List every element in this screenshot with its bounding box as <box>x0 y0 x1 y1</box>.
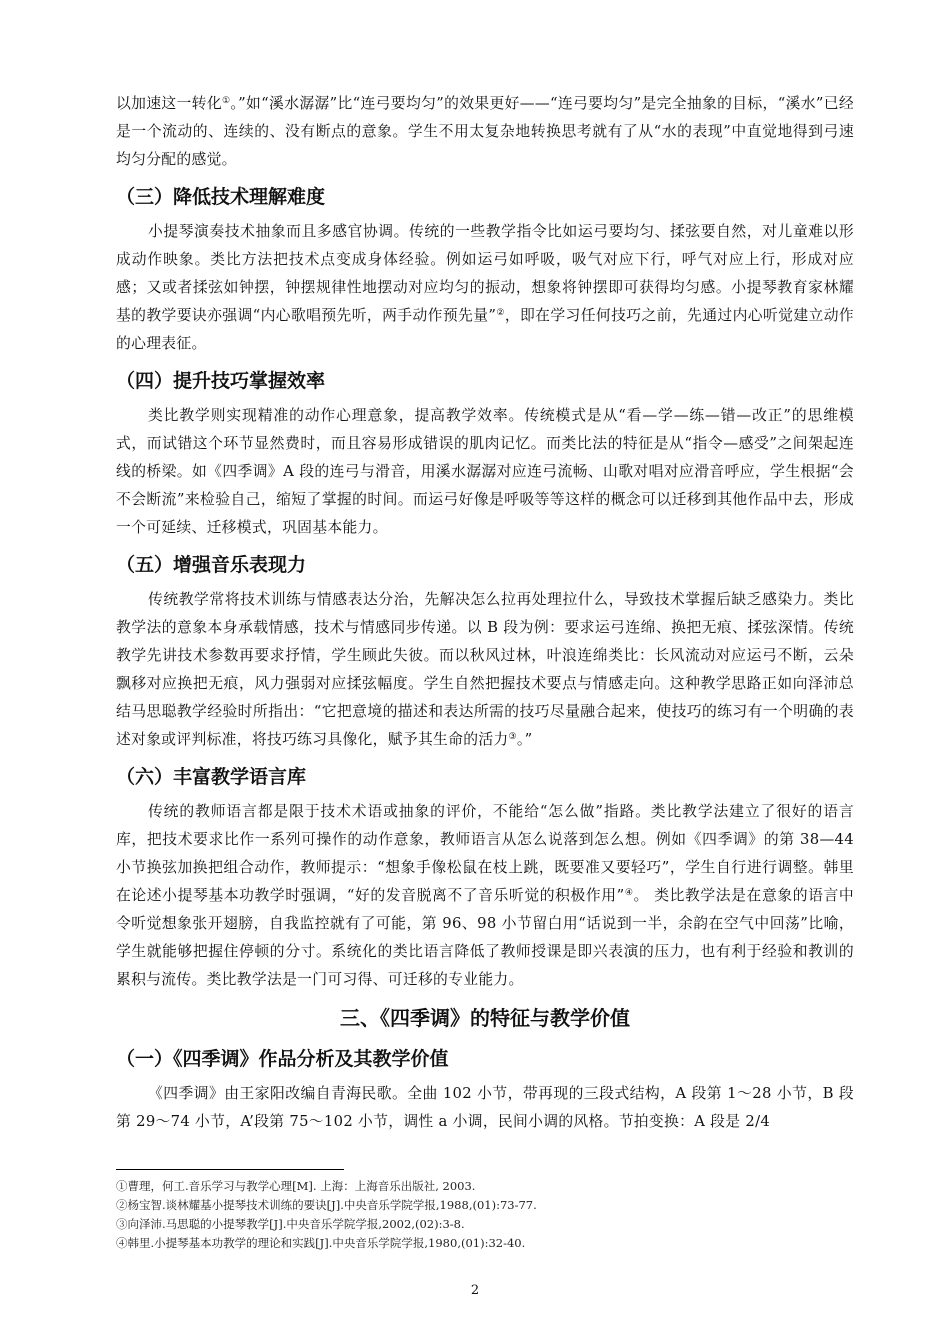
text-run: 以加速这一转化 <box>116 95 222 112</box>
paragraph-intro <box>116 90 854 174</box>
footnote-item: ④韩里.小提琴基本功教学的理论和实践[J].中央音乐学院学报,1980,(01):32-40. <box>116 1236 526 1250</box>
page-number: 2 <box>470 1283 480 1298</box>
footnote-ref[interactable]: ② <box>496 308 505 318</box>
section-heading-5: （五）增强音乐表现力 <box>116 554 307 576</box>
section-heading-6: （六）丰富教学语言库 <box>116 766 307 788</box>
text-run: 。” <box>516 731 533 748</box>
footnote-item: ①曹理，何工.音乐学习与教学心理[M]. 上海：上海音乐出版社, 2003. <box>116 1179 476 1193</box>
footnote-item: ②杨宝智.谈林耀基小提琴技术训练的要诀[J].中央音乐学院学报,1988,(01):73-77. <box>116 1198 537 1212</box>
text-run: 。”如“溪水潺潺”比“连弓要均匀”的效果更好——“连弓要均匀”是完全抽象的目标，“溪水”已经是一个流动的、连续的、没有断点的意象。学生不用太复杂地转换思考就有了从“水的表现”中直觉地得到弓速均匀分配的感觉。 <box>116 95 855 168</box>
text-run: ，即在学习任何技巧之前，先通过内心听觉建立动作的心理表征。 <box>116 307 854 352</box>
section-heading-3: （三）降低技术理解难度 <box>116 186 326 208</box>
main-text <box>116 90 854 1136</box>
footnote-item: ③向泽沛.马思聪的小提琴教学[J].中央音乐学院学报,2002,(02):3-8. <box>116 1217 465 1231</box>
footnote-ref[interactable]: ③ <box>508 732 517 742</box>
footnote-ref[interactable]: ① <box>221 96 231 106</box>
paragraph-3 <box>116 218 854 358</box>
paragraph-4: 类比教学则实现精准的动作心理意象，提高教学效率。传统模式是从“看—学—练—错—改正”的思维模式，而试错这个环节显然费时，而且容易形成错误的肌肉记忆。而类比法的特征是从“指令—感受”之间架起连线的桥梁。如《四季调》A 段的连弓与滑音，用溪水潺潺对应连弓流畅、山歌对唱对应滑音呼应，学生根据“会不会断流”来检验自己，缩短了掌握的时间。而运弓好像是呼吸等等这样的概念可以迁移到其他作品中去，形成一个可延续、迁移模式，巩固基本能力。 <box>116 407 854 536</box>
text-run: 。 类比教学法是在意象的语言中令听觉想象张开翅膀，自我监控就有了可能，第 96、98 小节留白用“话说到一半，余韵在空气中回荡”比喻，学生就能够把握住停顿的分寸。系统化的类比语言降低了教师授课是即兴表演的压力，也有利于经验和教训的累积与流传。类比教学法是一门可习得、可迁移的专业能力。 <box>116 887 854 988</box>
text-run: 传统教学常将技术训练与情感表达分治，先解决怎么拉再处理拉什么，导致技术掌握后缺乏感染力。类比教学法的意象本身承载情感，技术与情感同步传递。以 B 段为例：要求运弓连绵、换把无痕、揉弦深情。传统教学先讲技术参数再要求抒情，学生顾此失彼。而以秋风过林，叶浪连绵类比：长风流动对应运弓不断，云朵飘移对应换把无痕，风力强弱对应揉弦幅度。学生自然把握技术要点与情感走向。这种教学思路正如向泽沛总结马思聪教学经验时所指出：“它把意境的描述和表达所需的技巧尽量融合起来，使技巧的练习有一个明确的表述对象或评判标准，将技巧练习具像化，赋予其生命的活力 <box>116 591 854 748</box>
paragraph-6 <box>116 798 854 994</box>
paragraph-1: 《四季调》由王家阳改编自青海民歌。全曲 102 小节，带再现的三段式结构，A 段第 1～28 小节，B 段第 29～74 小节，A’段第 75～102 小节，调性 a 小调，民间小调的风格。节拍变换：A 段是 2/4 <box>116 1085 854 1130</box>
footnote-ref[interactable]: ④ <box>624 888 634 898</box>
footnote-separator <box>116 1169 344 1170</box>
paragraph-5 <box>116 586 854 754</box>
section-heading-1: （一）《四季调》作品分析及其教学价值 <box>116 1048 449 1070</box>
footnotes <box>116 1177 854 1253</box>
chapter-heading: 三、《四季调》的特征与教学价值 <box>340 1006 630 1030</box>
section-heading-4: （四）提升技巧掌握效率 <box>116 370 326 392</box>
text-run: 传统的教师语言都是限于技术术语或抽象的评价，不能给“怎么做”指路。类比教学法建立了很好的语言库，把技术要求比作一系列可操作的动作意象，教师语言从怎么说落到怎么想。例如《四季调》的第 38—44 小节换弦加换把组合动作，教师提示：“想象手像松鼠在枝上跳，既要准又要轻巧”，学生自行进行调整。韩里在论述小提琴基本功教学时强调，“好的发音脱离不了音乐听觉的积极作用” <box>116 803 854 904</box>
text-run: 小提琴演奏技术抽象而且多感官协调。传统的一些教学指令比如运弓要均匀、揉弦要自然，对儿童难以形成动作映象。类比方法把技术点变成身体经验。例如运弓如呼吸，吸气对应下行，呼气对应上行，形成对应感；又或者揉弦如钟摆，钟摆规律性地摆动对应均匀的振动，想象将钟摆即可获得均匀感。小提琴教育家林耀基的教学要诀亦强调“内心歌唱预先听，两手动作预先量” <box>116 223 854 324</box>
